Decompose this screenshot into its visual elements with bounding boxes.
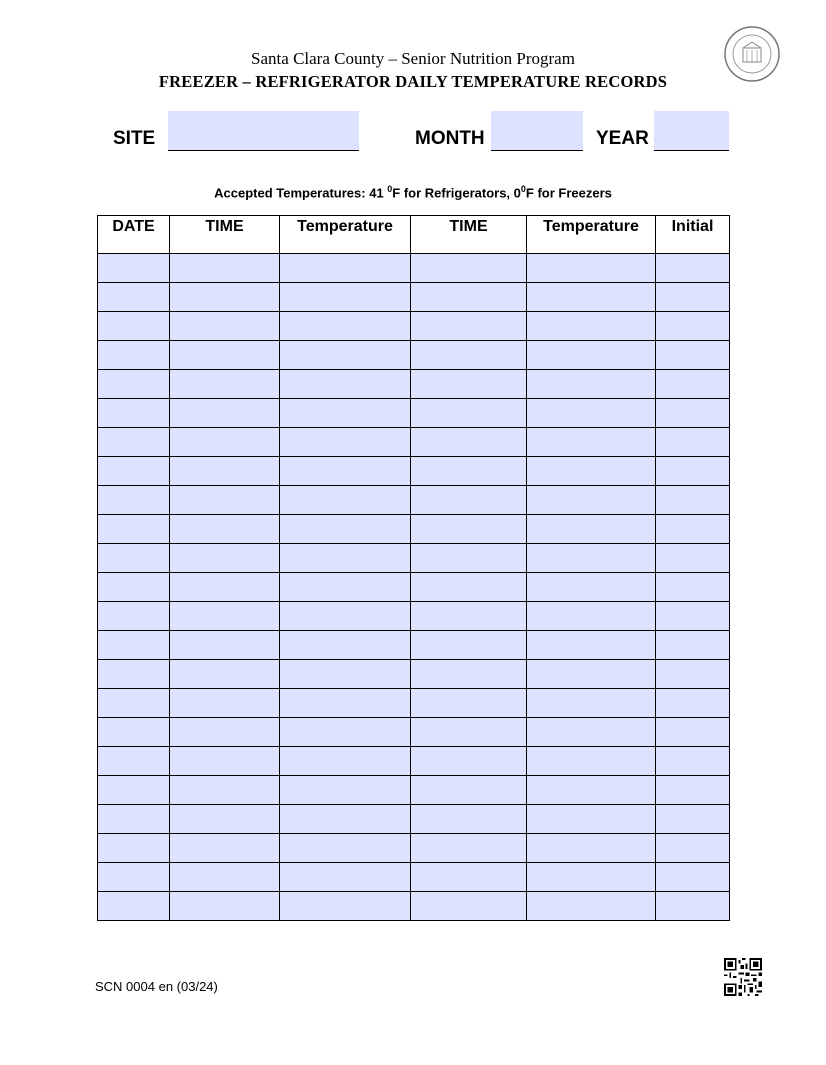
- time-2-cell[interactable]: [411, 863, 527, 892]
- temperature-1-cell[interactable]: [280, 457, 411, 486]
- temperature-2-cell[interactable]: [527, 689, 656, 718]
- temperature-2-cell[interactable]: [527, 863, 656, 892]
- time-2-cell[interactable]: [411, 776, 527, 805]
- temperature-1-cell[interactable]: [280, 805, 411, 834]
- date-cell[interactable]: [98, 254, 170, 283]
- col-header-date: DATE: [98, 216, 170, 254]
- date-cell[interactable]: [98, 631, 170, 660]
- initial-cell[interactable]: [656, 486, 730, 515]
- temperature-2-cell[interactable]: [527, 602, 656, 631]
- time-2-cell[interactable]: [411, 631, 527, 660]
- temperature-1-cell[interactable]: [280, 573, 411, 602]
- date-cell[interactable]: [98, 544, 170, 573]
- temperature-2-cell[interactable]: [527, 544, 656, 573]
- time-1-cell[interactable]: [170, 312, 280, 341]
- program-title: Santa Clara County – Senior Nutrition Program: [251, 49, 575, 68]
- temperature-2-cell[interactable]: [527, 660, 656, 689]
- table-row: [98, 312, 730, 341]
- time-1-cell[interactable]: [170, 892, 280, 921]
- initial-cell[interactable]: [656, 515, 730, 544]
- temperature-1-cell[interactable]: [280, 834, 411, 863]
- date-cell[interactable]: [98, 312, 170, 341]
- temperature-2-cell[interactable]: [527, 747, 656, 776]
- temperature-2-cell[interactable]: [527, 399, 656, 428]
- temperature-2-cell[interactable]: [527, 805, 656, 834]
- table-row: [98, 515, 730, 544]
- initial-cell[interactable]: [656, 399, 730, 428]
- temperature-2-cell[interactable]: [527, 892, 656, 921]
- accepted-temperatures-note: Accepted Temperatures: 41 $^0$F for Refrigerators, $0^0F$ for Freezers: [214, 184, 612, 201]
- col-header-time-1: TIME: [170, 216, 280, 254]
- temperature-2-cell[interactable]: [527, 341, 656, 370]
- time-1-cell[interactable]: [170, 283, 280, 312]
- table-row: [98, 428, 730, 457]
- col-header-temperature-2: Temperature: [527, 216, 656, 254]
- date-cell[interactable]: [98, 718, 170, 747]
- temperature-1-cell[interactable]: [280, 631, 411, 660]
- initial-cell[interactable]: [656, 283, 730, 312]
- initial-cell[interactable]: [656, 805, 730, 834]
- time-2-cell[interactable]: [411, 892, 527, 921]
- date-cell[interactable]: [98, 834, 170, 863]
- date-cell[interactable]: [98, 428, 170, 457]
- temperature-2-cell[interactable]: [527, 573, 656, 602]
- time-2-cell[interactable]: [411, 834, 527, 863]
- date-cell[interactable]: [98, 370, 170, 399]
- temperature-2-cell[interactable]: [527, 370, 656, 399]
- temperature-1-cell[interactable]: [280, 689, 411, 718]
- initial-cell[interactable]: [656, 312, 730, 341]
- time-1-cell[interactable]: [170, 544, 280, 573]
- time-1-cell[interactable]: [170, 602, 280, 631]
- time-2-cell[interactable]: [411, 573, 527, 602]
- temperature-1-cell[interactable]: [280, 718, 411, 747]
- temperature-1-cell[interactable]: [280, 283, 411, 312]
- time-2-cell[interactable]: [411, 254, 527, 283]
- initial-cell[interactable]: [656, 254, 730, 283]
- time-2-cell[interactable]: [411, 312, 527, 341]
- temperature-1-cell[interactable]: [280, 747, 411, 776]
- initial-cell[interactable]: [656, 660, 730, 689]
- col-header-time-2: TIME: [411, 216, 527, 254]
- initial-cell[interactable]: [656, 631, 730, 660]
- time-1-cell[interactable]: [170, 863, 280, 892]
- initial-cell[interactable]: [656, 834, 730, 863]
- time-2-cell[interactable]: [411, 341, 527, 370]
- table-row: [98, 457, 730, 486]
- time-1-cell[interactable]: [170, 747, 280, 776]
- county-seal-icon: [724, 26, 780, 82]
- date-cell[interactable]: [98, 660, 170, 689]
- temperature-1-cell[interactable]: [280, 254, 411, 283]
- date-cell[interactable]: [98, 602, 170, 631]
- table-header-row: [98, 216, 730, 254]
- time-1-cell[interactable]: [170, 805, 280, 834]
- time-2-cell[interactable]: [411, 515, 527, 544]
- temperature-2-cell[interactable]: [527, 776, 656, 805]
- table-row: [98, 718, 730, 747]
- temperature-1-cell[interactable]: [280, 486, 411, 515]
- time-2-cell[interactable]: [411, 283, 527, 312]
- table-row: [98, 747, 730, 776]
- initial-cell[interactable]: [656, 602, 730, 631]
- date-cell[interactable]: [98, 747, 170, 776]
- date-cell[interactable]: [98, 776, 170, 805]
- date-cell[interactable]: [98, 863, 170, 892]
- time-1-cell[interactable]: [170, 689, 280, 718]
- temperature-1-cell[interactable]: [280, 544, 411, 573]
- initial-cell[interactable]: [656, 457, 730, 486]
- temperature-2-cell[interactable]: [527, 631, 656, 660]
- initial-cell[interactable]: [656, 776, 730, 805]
- temperature-1-cell[interactable]: [280, 399, 411, 428]
- month-label: MONTH: [415, 128, 485, 149]
- initial-cell[interactable]: [656, 689, 730, 718]
- temperature-1-cell[interactable]: [280, 863, 411, 892]
- table-row: [98, 805, 730, 834]
- table-row: [98, 892, 730, 921]
- table-row: [98, 689, 730, 718]
- time-1-cell[interactable]: [170, 834, 280, 863]
- time-2-cell[interactable]: [411, 805, 527, 834]
- table-row: [98, 370, 730, 399]
- temperature-1-cell[interactable]: [280, 515, 411, 544]
- initial-cell[interactable]: [656, 370, 730, 399]
- time-1-cell[interactable]: [170, 341, 280, 370]
- initial-cell[interactable]: [656, 428, 730, 457]
- time-2-cell[interactable]: [411, 747, 527, 776]
- table-row: [98, 834, 730, 863]
- table-row: [98, 283, 730, 312]
- table-row: [98, 399, 730, 428]
- temperature-2-cell[interactable]: [527, 457, 656, 486]
- initial-cell[interactable]: [656, 718, 730, 747]
- time-1-cell[interactable]: [170, 718, 280, 747]
- initial-cell[interactable]: [656, 863, 730, 892]
- time-1-cell[interactable]: [170, 486, 280, 515]
- initial-cell[interactable]: [656, 747, 730, 776]
- time-2-cell[interactable]: [411, 428, 527, 457]
- temperature-log-table: [97, 215, 730, 921]
- time-1-cell[interactable]: [170, 399, 280, 428]
- temperature-1-cell[interactable]: [280, 428, 411, 457]
- table-row: [98, 660, 730, 689]
- time-2-cell[interactable]: [411, 602, 527, 631]
- table-row: [98, 341, 730, 370]
- form-title: FREEZER – REFRIGERATOR DAILY TEMPERATURE RECORDS: [158, 72, 668, 91]
- initial-cell[interactable]: [656, 544, 730, 573]
- time-1-cell[interactable]: [170, 457, 280, 486]
- temperature-1-cell[interactable]: [280, 892, 411, 921]
- col-header-temperature-1: Temperature: [280, 216, 411, 254]
- temperature-1-cell[interactable]: [280, 370, 411, 399]
- time-2-cell[interactable]: [411, 660, 527, 689]
- date-cell[interactable]: [98, 486, 170, 515]
- time-1-cell[interactable]: [170, 254, 280, 283]
- year-label: YEAR: [596, 128, 649, 149]
- time-2-cell[interactable]: [411, 399, 527, 428]
- time-1-cell[interactable]: [170, 776, 280, 805]
- temperature-2-cell[interactable]: [527, 428, 656, 457]
- time-1-cell[interactable]: [170, 515, 280, 544]
- time-1-cell[interactable]: [170, 631, 280, 660]
- temperature-2-cell[interactable]: [527, 834, 656, 863]
- date-cell[interactable]: [98, 399, 170, 428]
- time-1-cell[interactable]: [170, 573, 280, 602]
- col-header-initial: Initial: [656, 216, 730, 254]
- date-cell[interactable]: [98, 892, 170, 921]
- time-1-cell[interactable]: [170, 370, 280, 399]
- date-cell[interactable]: [98, 283, 170, 312]
- time-2-cell[interactable]: [411, 689, 527, 718]
- time-2-cell[interactable]: [411, 457, 527, 486]
- table-row: [98, 776, 730, 805]
- time-2-cell[interactable]: [411, 486, 527, 515]
- temperature-1-cell[interactable]: [280, 312, 411, 341]
- date-cell[interactable]: [98, 341, 170, 370]
- initial-cell[interactable]: [656, 892, 730, 921]
- table-row: [98, 254, 730, 283]
- time-2-cell[interactable]: [411, 544, 527, 573]
- time-1-cell[interactable]: [170, 660, 280, 689]
- temperature-1-cell[interactable]: [280, 602, 411, 631]
- temperature-2-cell[interactable]: [527, 283, 656, 312]
- time-2-cell[interactable]: [411, 370, 527, 399]
- temperature-2-cell[interactable]: [527, 515, 656, 544]
- temperature-1-cell[interactable]: [280, 660, 411, 689]
- date-cell[interactable]: [98, 515, 170, 544]
- date-cell[interactable]: [98, 457, 170, 486]
- date-cell[interactable]: [98, 689, 170, 718]
- table-row: [98, 863, 730, 892]
- time-1-cell[interactable]: [170, 428, 280, 457]
- date-cell[interactable]: [98, 805, 170, 834]
- table-row: [98, 486, 730, 515]
- form-code: SCN 0004 en (03/24): [95, 979, 218, 994]
- site-input[interactable]: [168, 111, 359, 151]
- temperature-2-cell[interactable]: [527, 254, 656, 283]
- year-input[interactable]: [654, 111, 729, 151]
- initial-cell[interactable]: [656, 341, 730, 370]
- temperature-1-cell[interactable]: [280, 341, 411, 370]
- table-row: [98, 573, 730, 602]
- temperature-2-cell[interactable]: [527, 312, 656, 341]
- initial-cell[interactable]: [656, 573, 730, 602]
- qr-code-icon: [724, 958, 762, 996]
- month-input[interactable]: [491, 111, 583, 151]
- temperature-2-cell[interactable]: [527, 486, 656, 515]
- date-cell[interactable]: [98, 573, 170, 602]
- table-row: [98, 544, 730, 573]
- temperature-2-cell[interactable]: [527, 718, 656, 747]
- temperature-1-cell[interactable]: [280, 776, 411, 805]
- table-row: [98, 631, 730, 660]
- time-2-cell[interactable]: [411, 718, 527, 747]
- table-body: [98, 254, 730, 921]
- site-label: SITE: [113, 128, 156, 149]
- table-row: [98, 602, 730, 631]
